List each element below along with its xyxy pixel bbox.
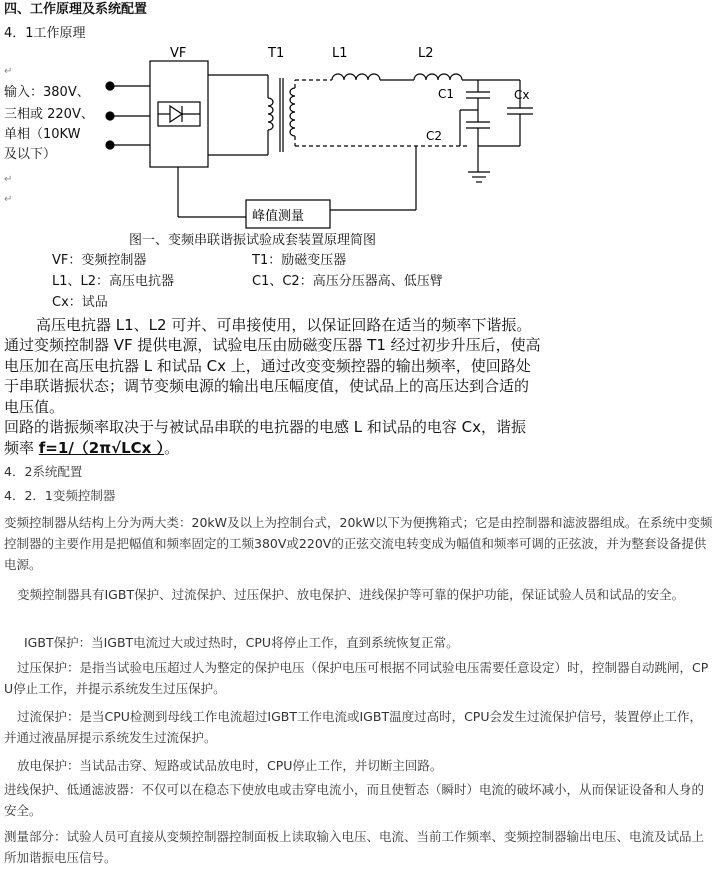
paragraph-igbt: IGBT保护：当IGBT电流过大或过热时，CPU将停止工作，直到系统恢复正常。 — [24, 635, 459, 650]
ground-icon — [468, 172, 490, 182]
label-l1: L1 — [332, 46, 348, 61]
label-cx: Cx — [514, 88, 530, 102]
paragraph-inlet-filter: 进线保护、低通滤波器：不仅可以在稳态下使放电或击穿电流小，而且使暂态（瞬时）电流的破坏减小，从而保证设备和人身的安全。 — [4, 782, 705, 818]
inductor-l2 — [414, 74, 462, 80]
label-c2: C2 — [426, 129, 443, 143]
para2-line1: 回路的谐振频率取决于与被试品串联的电抗器的电感 L 和试品的电容 Cx，谐振 — [4, 418, 527, 436]
input-line-4: 及以下） — [4, 147, 57, 162]
formula-suffix: 。 — [164, 439, 180, 457]
label-measure: 峰值测量 — [252, 209, 305, 224]
legend-cx: Cx：试品 — [52, 295, 108, 310]
legend-vf: VF：变频控制器 — [52, 253, 147, 268]
pilcrow-mark: ↵ — [4, 66, 13, 77]
subsection-4-2-1-title: 4．2．1变频控制器 — [4, 488, 116, 503]
input-terminal-1 — [106, 82, 150, 90]
resonance-formula: f=1/（2π√LCx ） — [38, 439, 165, 457]
label-t1: T1 — [268, 46, 285, 61]
capacitor-cx — [507, 108, 533, 114]
para1-line4: 于串联谐振状态；调节变频电源的输出电压幅度值，使试品上的高压达到合适的 — [4, 377, 530, 395]
formula-prefix: 频率 — [4, 439, 39, 457]
pilcrow-mark: ↵ — [4, 174, 13, 185]
input-terminal-2 — [106, 112, 150, 120]
para1-line1: 高压电抗器 L1、L2 可并、可串接使用，以保证回路在适当的频率下谐振。 — [36, 316, 532, 334]
para1-line2: 通过变频控制器 VF 提供电源，试验电压由励磁变压器 T1 经过初步升压后，使高 — [4, 336, 541, 354]
paragraph-overcurrent: 过流保护：是当CPU检测到母线工作电流超过IGBT工作电流或IGBT温度过高时，CPU会发生过流保护信号，装置停止工作，并通过液晶屏提示系统发生过流保护。 — [4, 709, 702, 745]
para2-line2 — [4, 440, 179, 457]
legend-c: C1、C2：高压分压器高、低压臂 — [252, 274, 443, 289]
paragraph-overvoltage: 过压保护：是指当试验电压超过人为整定的保护电压（保护电压可根据不同试验电压需要任意设定）时，控制器自动跳闸，CPU停止工作，并提示系统发生过压保护。 — [4, 660, 709, 696]
input-terminal-3 — [106, 141, 150, 149]
paragraph-measurement: 测量部分：试验人员可直接从变频控制器控制面板上读取输入电压、电流、当前工作频率、变频控制器输出电压、电流及试品上所加谐振电压信号。 — [4, 829, 705, 865]
paragraph-protection: 变频控制器具有IGBT保护、过流保护、过压保护、放电保护、进线保护等可靠的保护功能，保证试验人员和试品的安全。 — [17, 587, 685, 602]
capacitor-c1 — [466, 92, 490, 98]
paragraph-vf-structure: 变频控制器从结构上分为两大类：20kW及以上为控制台式，20kW以下为便携箱式；它是由控制器和滤波器组成。在系统中变频控制器的主要作用是把幅值和频率固定的工频380V或220V的正弦交流电转变成为幅值和频率可调的正弦波，并为整套设备提供电源。 — [4, 515, 713, 572]
label-l2: L2 — [418, 46, 434, 61]
label-c1: C1 — [438, 87, 455, 101]
subsection-4-1-title: 4．1工作原理 — [4, 26, 86, 41]
para1-line3: 电压加在高压电抗器 L 和试品 Cx 上，通过改变变频控器的输出频率，使回路处 — [4, 357, 531, 375]
label-vf: VF — [170, 46, 187, 61]
para1-line5: 电压值。 — [4, 398, 65, 416]
input-line-2: 三相或 220V、 — [4, 107, 94, 122]
capacitor-c2 — [466, 122, 490, 128]
section-title: 四、工作原理及系统配置 — [4, 2, 148, 17]
inductor-l1 — [332, 74, 380, 80]
circuit-diagram — [0, 40, 560, 240]
paragraph-discharge: 放电保护：当试品击穿、短路或试品放电时，CPU停止工作，并切断主回路。 — [17, 758, 443, 773]
legend-l: L1、L2：高压电抗器 — [52, 274, 175, 289]
legend-t1: T1：励磁变压器 — [252, 253, 347, 268]
input-line-3: 单相（10KW — [4, 127, 81, 142]
subsection-4-2-title: 4．2系统配置 — [4, 464, 83, 479]
figure-caption: 图一、变频串联谐振试验成套装置原理简图 — [129, 233, 377, 248]
input-line-1: 输入：380V、 — [4, 85, 90, 100]
transformer-t1 — [268, 78, 295, 152]
diode-icon — [158, 102, 200, 126]
pilcrow-mark: ↵ — [4, 194, 13, 205]
